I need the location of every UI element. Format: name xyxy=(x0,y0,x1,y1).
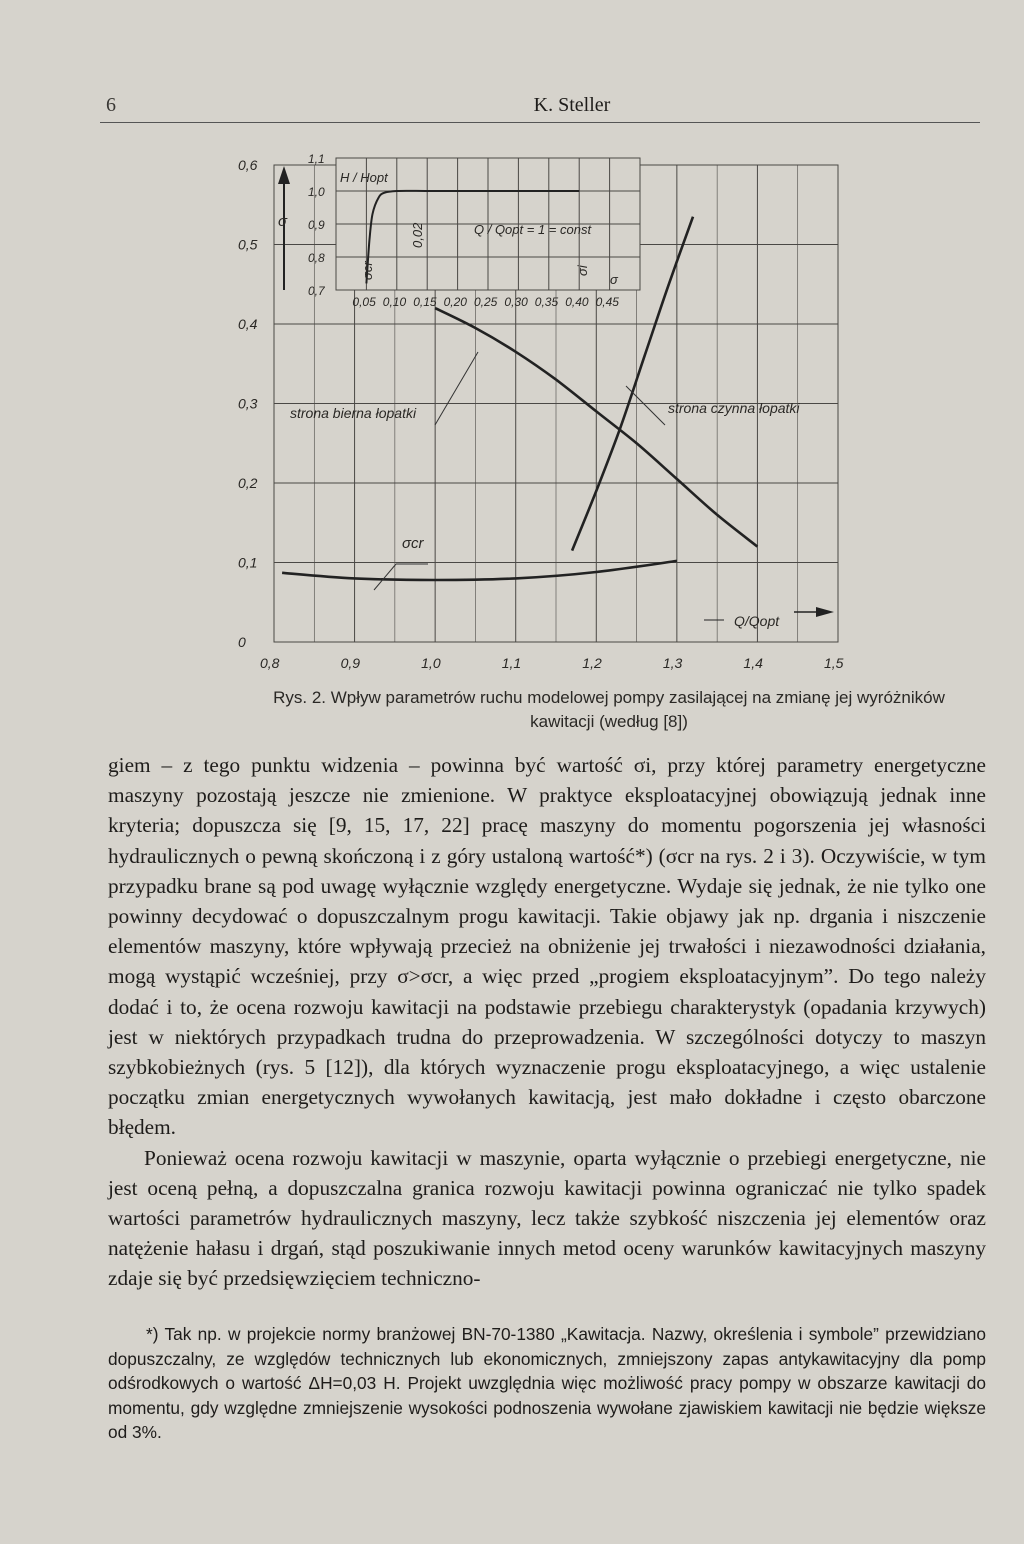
inset-y-tick-label: 0,8 xyxy=(308,251,325,265)
leader-active xyxy=(626,386,665,425)
inset-y-tick-label: 0,9 xyxy=(308,218,325,232)
page-number: 6 xyxy=(106,94,116,116)
x-axis-label: Q/Qopt xyxy=(734,613,780,629)
main-series-line-2 xyxy=(282,561,677,580)
leader-sigma-cr xyxy=(374,564,396,590)
main-x-tick-label: 1,1 xyxy=(501,655,522,671)
inset-y-tick-label: 1,0 xyxy=(308,185,325,199)
main-y-tick-label: 0,1 xyxy=(238,554,258,571)
inset-label-sigma-cr: σcr xyxy=(360,261,375,280)
inset-x-tick-label: 0,15 xyxy=(413,295,437,309)
main-x-tick-label: 1,3 xyxy=(662,655,683,671)
inset-condition: Q / Qopt = 1 = const xyxy=(474,222,592,237)
x-axis-arrowhead xyxy=(816,607,834,617)
main-y-tick-label: 0,5 xyxy=(238,236,258,253)
y-axis-arrowhead xyxy=(278,166,290,184)
inset-x-tick-label: 0,05 xyxy=(352,295,376,309)
main-y-tick-label: 0,3 xyxy=(238,395,258,412)
footnote xyxy=(108,1322,986,1445)
inset-label-sigma-i: σi xyxy=(575,265,590,276)
label-active-side: strona czynna łopatki xyxy=(668,400,800,416)
inset-y-label: H / Hopt xyxy=(340,170,388,185)
inset-x-tick-label: 0,30 xyxy=(504,295,528,309)
main-y-tick-label: 0,2 xyxy=(238,475,258,491)
main-x-tick-label: 1,0 xyxy=(421,655,441,671)
inset-y-tick-label: 0,7 xyxy=(308,284,325,298)
inset-y-tick-label: 1,1 xyxy=(308,152,325,166)
footnote-text: *) Tak np. w projekcie normy branżowej BN-70-1380 „Kawitacja. Nazwy, określenia i symbole” przewidziano dopuszczalny, ze względów technicznych lub ekonomicznych, zmniejszony zapas antykawitacyjny dla pomp odśrodkowych o wartość ΔH=0,03 H. Projekt uwzględnia więc możliwość pracy pompy w obszarze kawitacji do momentu, gdy względne zmniejszenie wysokości podnoszenia wywołane zjawiskiem kawitacji nie będzie większe od 3%. xyxy=(108,1324,986,1443)
inset-x-tick-label: 0,45 xyxy=(595,295,619,309)
main-x-tick-label: 0,9 xyxy=(340,655,361,671)
inset-x-tick-label: 0,10 xyxy=(382,295,407,309)
label-sigma-cr: σcr xyxy=(402,535,424,552)
main-y-tick-label: 0 xyxy=(238,634,246,650)
label-passive-side: strona bierna łopatki xyxy=(290,405,417,421)
inset-x-label: σ xyxy=(610,272,618,287)
main-x-tick-label: 1,5 xyxy=(824,655,844,671)
inset-x-tick-label: 0,25 xyxy=(474,295,498,309)
main-x-tick-label: 1,2 xyxy=(582,655,602,671)
inset-label-002: 0,02 xyxy=(410,222,425,248)
main-y-tick-label: 0,4 xyxy=(238,316,258,332)
paragraph-1: giem – z tego punktu widzenia – powinna być wartość σi, przy której parametry energetyczne maszyny pozostają jeszcze nie zmienione. W praktyce eksploatacyjnej obowiązują jednak inne kryteria; dopuszcza się [9, 15, 17, 22] pracę maszyny do momentu pogorszenia jej własności hydraulicznych o pewną skończoną i z góry ustaloną wartość*) (σcr na rys. 2 i 3). Oczywiście, w tym przypadku brane są pod uwagę wyłącznie względy energetyczne. Wydaje się jednak, że nie tylko one powinny decydować o dopuszczalnym progu kawitacji. Takie objawy jak np. drgania i niszczenie elementów maszyny, które wpływają przecież na obniżenie jej trwałości i niezawodności działania, mogą wystąpić wcześniej, przy σ>σcr, a więc przed „progiem eksploatacyjnym”. Do tego należy dodać i to, że ocena rozwoju kawitacji na podstawie przebiegu charakterystyk (opadania krzywych) jest w niektórych przypadkach trudna do przeprowadzenia. W szczególności dotyczy to maszyn szybkobieżnych (rys. 5 [12]), dla których wyznaczenie progu eksploatacyjnego, a więc ustalenie początku zmian energetycznych wywołanych kawitacją, jest mało dokładne i często obarczone błędem. xyxy=(108,753,986,1140)
figure-caption: Rys. 2. Wpływ parametrów ruchu modelowej pompy zasilającej na zmianę jej wyróżników kawitacji (według [8]) xyxy=(273,688,945,731)
inset-x-tick-label: 0,20 xyxy=(443,295,467,309)
main-y-tick-label: 0,6 xyxy=(238,157,258,173)
leader-passive xyxy=(435,352,478,425)
inset-x-tick-label: 0,40 xyxy=(565,295,589,309)
y-axis-label: σ xyxy=(278,213,288,230)
inset-x-tick-label: 0,35 xyxy=(534,295,559,309)
main-x-tick-label: 1,4 xyxy=(743,655,763,671)
running-head: K. Steller xyxy=(533,94,611,116)
main-x-tick-label: 0,8 xyxy=(260,655,280,671)
figure-chart xyxy=(0,0,1024,690)
body-text xyxy=(108,750,986,1294)
paragraph-2: Ponieważ ocena rozwoju kawitacji w maszynie, oparta wyłącznie o przebiegi energetyczne, nie jest oceną pełną, a dopuszczalna granica rozwoju kawitacji powinna ograniczać nie tylko spadek wartości parametrów hydraulicznych maszyny, lecz także szybkość niszczenia jej elementów oraz natężenie hałasu i drgań, stąd poszukiwanie innych metod oceny warunków kawitacyjnych maszyny zdaje się być przedsięwzięciem techniczno- xyxy=(108,1145,986,1291)
